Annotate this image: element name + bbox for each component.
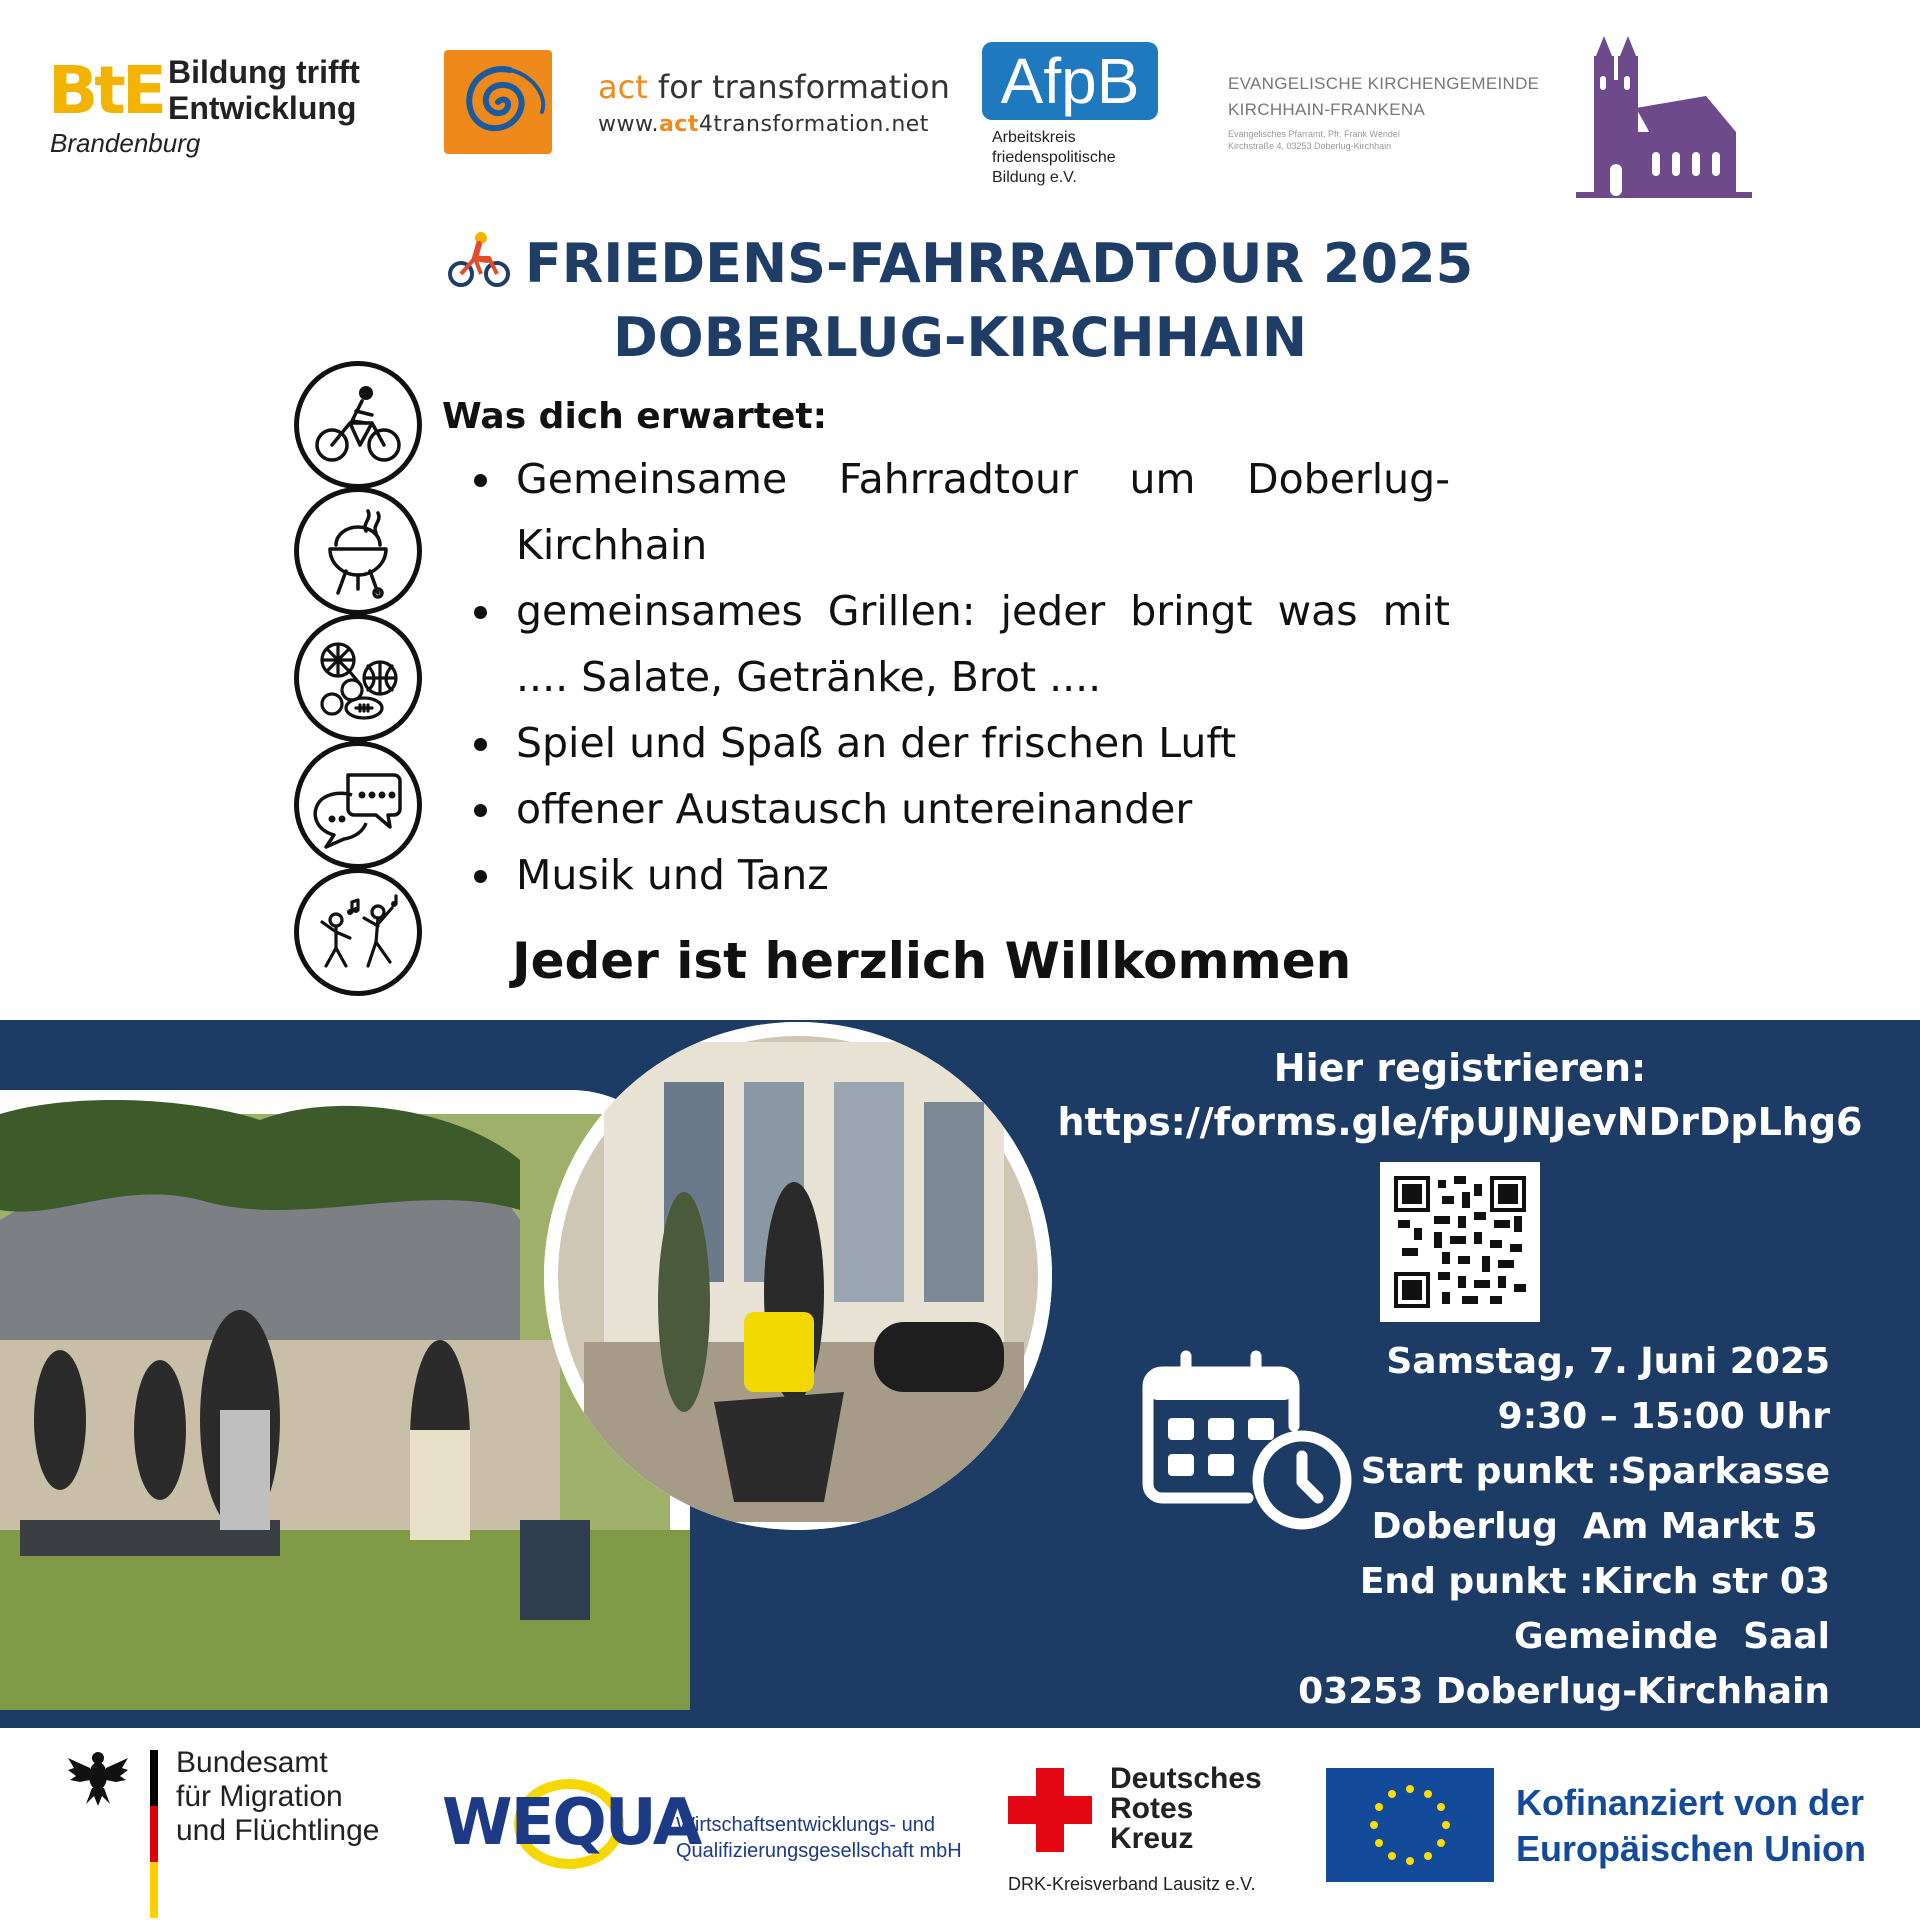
bte-logo-text (168, 54, 360, 126)
bte-line1: Bildung trifft (168, 54, 360, 90)
title-line2: DOBERLUG-KIRCHHAIN (612, 306, 1308, 370)
registration-qr-code[interactable] (1380, 1162, 1540, 1322)
wequa-subtitle (676, 1812, 962, 1864)
dancing-people-icon (294, 868, 422, 996)
event-start-address: Doberlug Am Markt 5 (1371, 1506, 1830, 1547)
bte-subtitle: Brandenburg (50, 128, 201, 158)
act-url-highlight: act (658, 112, 699, 137)
kirche-line1: EVANGELISCHE KIRCHENGEMEINDE (1228, 74, 1540, 93)
event-end-point: End punkt :Kirch str 03 (1359, 1561, 1830, 1602)
sports-balls-icon (294, 614, 422, 742)
register-link[interactable]: https://forms.gle/fpUJNJevNDrDpLhg6 (1057, 1100, 1863, 1144)
kirche-line2: KIRCHHAIN-FRANKENA (1228, 100, 1426, 119)
welcome-text: Jeder ist herzlich Willkommen (512, 932, 1352, 990)
bte-logo-mark: BtE (48, 52, 163, 129)
bte-line2: Entwicklung (168, 90, 357, 126)
drk-subtitle: DRK-Kreisverband Lausitz e.V. (1008, 1874, 1256, 1894)
afpb-line1: Arbeitskreis (992, 129, 1076, 146)
kirche-line3: Evangelisches Pfarramt, Pfr. Frank Wendel (1228, 129, 1400, 139)
act-name-rest: for transformation (647, 68, 950, 106)
afpb-line3: Bildung e.V. (992, 169, 1077, 186)
wequa-logo: WEQUA (442, 1786, 701, 1860)
eu-flag-icon (1326, 1768, 1494, 1882)
bamf-line2: für Migration (176, 1780, 343, 1813)
wequa-line2: Qualifizierungsgesellschaft mbH (676, 1840, 962, 1862)
act-url-prefix: www. (598, 112, 659, 137)
kirche-line4: Kirchstraße 4, 03253 Doberlug-Kirchhain (1228, 141, 1392, 151)
list-intro: Was dich erwartet: (442, 396, 827, 437)
list-item: gemeinsames Grillen: jeder bringt was mit .... Salate, Getränke, Brot .... (470, 578, 1450, 710)
title-line1: FRIEDENS-FAHRRADTOUR 2025 (524, 232, 1474, 295)
grill-icon (294, 487, 422, 615)
event-time: 9:30 – 15:00 Uhr (1497, 1396, 1830, 1437)
list-item: Musik und Tanz (470, 842, 1450, 908)
register-heading: Hier registrieren: (1273, 1046, 1647, 1090)
act-logo-swirl (444, 50, 552, 154)
act-name-highlight: act (598, 68, 648, 106)
list-item: Gemeinsame Fahrradtour um Doberlug-Kirchhain (470, 446, 1450, 578)
cyclist-icon (294, 361, 422, 489)
cyclist-emoji-icon (447, 230, 511, 304)
page-title (0, 230, 1920, 372)
drk-logo-text (1110, 1764, 1262, 1854)
german-flag-bar (150, 1750, 158, 1918)
eu-line2: Europäischen Union (1516, 1828, 1867, 1869)
wequa-line1: Wirtschaftsentwicklungs- und (676, 1814, 935, 1836)
afpb-logo: AfpB (982, 42, 1158, 120)
event-date: Samstag, 7. Juni 2025 (1386, 1341, 1830, 1382)
drk-line2: Rotes (1110, 1792, 1194, 1825)
chat-bubbles-icon (294, 741, 422, 869)
afpb-logo-text (992, 128, 1152, 188)
kirche-address (1228, 128, 1438, 152)
bamf-line3: und Flüchtlinge (176, 1814, 380, 1847)
photo-grill-group (544, 1022, 1052, 1530)
federal-eagle-icon (66, 1746, 130, 1814)
drk-line3: Kreuz (1110, 1822, 1194, 1855)
bamf-line1: Bundesamt (176, 1746, 328, 1779)
event-end-venue: Gemeinde Saal (1514, 1616, 1830, 1657)
event-start-point: Start punkt :Sparkasse (1360, 1451, 1830, 1492)
program-list (470, 446, 1450, 908)
afpb-line2: friedenspolitische (992, 149, 1116, 166)
eu-line1: Kofinanziert von der (1516, 1782, 1865, 1823)
event-end-city: 03253 Doberlug-Kirchhain (1298, 1671, 1830, 1712)
act-logo-name (598, 68, 950, 106)
red-cross-icon (1008, 1768, 1092, 1856)
act-url-suffix: 4transformation.net (698, 112, 929, 137)
eu-funding-text (1516, 1780, 1866, 1872)
drk-line1: Deutsches (1110, 1762, 1262, 1795)
event-details (1250, 1334, 1830, 1719)
church-icon (1556, 36, 1752, 204)
list-item: Spiel und Spaß an der frischen Luft (470, 710, 1450, 776)
list-item: offener Austausch untereinander (470, 776, 1450, 842)
act-logo-url (598, 112, 929, 137)
bamf-logo-text (176, 1746, 379, 1848)
